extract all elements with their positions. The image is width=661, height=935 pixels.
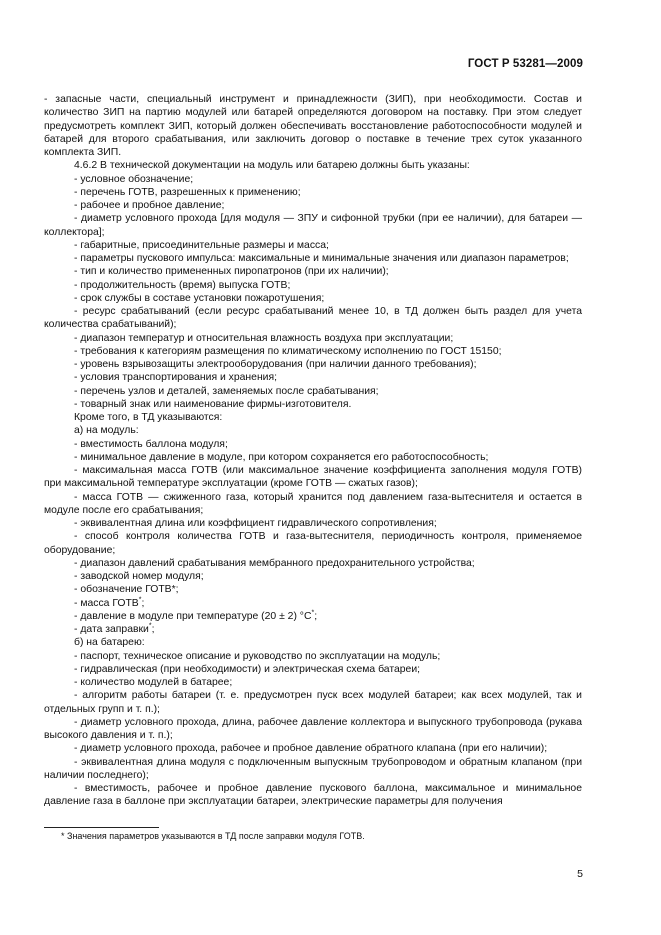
paragraph <box>44 689 582 716</box>
paragraph <box>44 464 582 491</box>
punctuation: ; <box>314 610 318 622</box>
footnote: * Значения параметров указываются в ТД после заправки модуля ГОТВ. <box>61 831 365 841</box>
paragraph-text: - вместимость, рабочее и пробное давление пускового баллона, максимальное и минимальное давление газа в баллоне при эксплуатации батареи, электрические параметры для получения <box>44 783 582 808</box>
paragraph-text: - параметры пускового импульса: максимальные и минимальные значения или диапазон параметров; <box>74 253 569 264</box>
document-code-header: ГОСТ Р 53281—2009 <box>467 58 583 70</box>
footnote-mark: * <box>138 596 142 604</box>
paragraph <box>44 424 582 437</box>
paragraph-text: - ресурс срабатываний (если ресурс срабатываний менее 10, в ТД должен быть раздел для учета количества срабатываний); <box>44 306 582 331</box>
paragraph <box>44 252 582 265</box>
paragraph <box>44 756 582 783</box>
paragraph <box>44 610 582 623</box>
paragraph <box>44 491 582 518</box>
paragraph <box>44 530 582 557</box>
paragraph-text: - диаметр условного прохода, рабочее и пробное давление обратного клапана (при его наличии); <box>74 743 548 755</box>
paragraph <box>44 173 582 186</box>
paragraph <box>44 305 582 332</box>
paragraph <box>44 570 582 583</box>
paragraph-text: - уровень взрывозащиты электрооборудования (при наличии данного требования); <box>74 359 477 370</box>
paragraph-text: - гидравлическая (при необходимости) и электрическая схема батареи; <box>74 663 421 675</box>
paragraph-text: - эквивалентная длина или коэффициент гидравлического сопротивления; <box>74 518 437 529</box>
paragraph <box>44 279 582 292</box>
paragraph-text: - заводской номер модуля; <box>74 571 204 582</box>
paragraph-text: - минимальное давление в модуле, при котором сохраняется его работоспособность; <box>74 451 489 463</box>
paragraph <box>44 663 582 676</box>
paragraph-text: - диаметр условного прохода [для модуля — ЗПУ и сифонной трубки (при ее наличии), для батареи — коллектора]; <box>44 213 582 238</box>
punctuation: ; <box>141 597 145 609</box>
paragraph-text: - диапазон температур и относительная влажность воздуха при эксплуатации; <box>74 332 454 344</box>
paragraph-text: - запасные части, специальный инструмент и принадлежности (ЗИП), при необходимости. Состав и количество ЗИП на партию модулей или батарей определяются договором на поставку. При этом следует предусмотреть комплект ЗИП, который должен обеспечивать восстановление работоспособности модулей и батарей для второго срабатывания, или заключить договор о поставке в течение трех суток указанного комплекта ЗИП. <box>44 94 582 158</box>
paragraph-text: - габаритные, присоединительные размеры и масса; <box>74 239 329 251</box>
paragraph <box>44 583 582 596</box>
punctuation: ; <box>151 624 155 635</box>
paragraph <box>44 199 582 212</box>
paragraph-text: - перечень узлов и деталей, заменяемых после срабатывания; <box>74 385 379 397</box>
paragraph-text: Кроме того, в ТД указываются: <box>74 412 223 423</box>
paragraph <box>44 212 582 239</box>
paragraph <box>44 782 582 809</box>
paragraph <box>44 517 582 530</box>
paragraph <box>44 742 582 755</box>
paragraph-text: - рабочее и пробное давление; <box>74 200 225 211</box>
paragraph <box>44 398 582 411</box>
page-number: 5 <box>577 868 583 880</box>
paragraph-text: - алгоритм работы батареи (т. е. предусмотрен пуск всех модулей батареи; как всех модулей, так и отдельных групп и т. п.); <box>44 690 582 715</box>
paragraph-text: - условия транспортирования и хранения; <box>74 372 277 384</box>
paragraph-text: - количество модулей в батарее; <box>74 677 233 688</box>
paragraph-text: - максимальная масса ГОТВ (или максимальное значение коэффициента заполнения модуля ГОТВ) при максимальной температуре эксплуатации (кроме ГОТВ — сжатых газов); <box>44 465 582 490</box>
footnote-mark: * <box>311 609 315 617</box>
paragraph <box>44 358 582 371</box>
paragraph <box>44 186 582 199</box>
paragraph-text: 4.6.2 В технической документации на модуль или батарею должны быть указаны: <box>74 160 470 172</box>
paragraph <box>44 345 582 358</box>
paragraph-text: - тип и количество примененных пиропатронов (при их наличии); <box>74 266 389 278</box>
paragraph-text: - давление в модуле при температуре (20 ± 2) °С <box>74 610 312 622</box>
paragraph-text: - паспорт, техническое описание и руководство по эксплуатации на модуль; <box>74 650 441 662</box>
paragraph <box>44 93 582 159</box>
paragraph-text: - способ контроля количества ГОТВ и газа-вытеснителя, периодичность контроля, применяемое оборудование; <box>44 531 582 556</box>
paragraph-text: - дата заправки <box>74 624 149 635</box>
paragraph-text: а) на модуль: <box>74 425 139 437</box>
paragraph <box>44 159 582 172</box>
paragraph-text: - диапазон давлений срабатывания мембранного предохранительного устройства; <box>74 557 475 569</box>
paragraph-text: б) на батарею: <box>74 637 145 649</box>
paragraph <box>44 385 582 398</box>
footnote-divider <box>44 827 159 828</box>
paragraph-text: - требования к категориям размещения по климатическому исполнению по ГОСТ 15150; <box>74 345 502 357</box>
paragraph <box>44 292 582 305</box>
paragraph-text: - продолжительность (время) выпуска ГОТВ; <box>74 279 291 291</box>
body-text <box>44 93 582 809</box>
paragraph-text: - товарный знак или наименование фирмы-изготовителя. <box>74 398 352 410</box>
paragraph <box>44 557 582 570</box>
paragraph <box>44 597 582 610</box>
footnote-mark: * <box>148 622 152 630</box>
paragraph-text: - срок службы в составе установки пожаротушения; <box>74 292 325 304</box>
paragraph-text: - вместимость баллона модуля; <box>74 438 228 450</box>
paragraph <box>44 332 582 345</box>
paragraph <box>44 636 582 649</box>
paragraph-text: - перечень ГОТВ, разрешенных к применению; <box>74 186 301 198</box>
paragraph <box>44 265 582 278</box>
paragraph-text: - диаметр условного прохода, длина, рабочее давление коллектора и выпускного трубопровода (рукава высокого давления и т. п.); <box>44 716 582 741</box>
paragraph <box>44 411 582 424</box>
paragraph <box>44 716 582 743</box>
paragraph <box>44 676 582 689</box>
paragraph-text: - эквивалентная длина модуля с подключенным выпускным трубопроводом и обратным клапаном (при наличии последнего); <box>44 756 582 781</box>
paragraph-text: - обозначение ГОТВ*; <box>74 584 179 596</box>
paragraph <box>44 623 582 636</box>
paragraph-text: - условное обозначение; <box>74 173 194 185</box>
paragraph-text: - масса ГОТВ <box>74 597 139 609</box>
paragraph <box>44 239 582 252</box>
paragraph <box>44 650 582 663</box>
paragraph-text: - масса ГОТВ — сжиженного газа, который хранится под давлением газа-вытеснителя и остается в модуле после его срабатывания; <box>44 491 582 516</box>
paragraph <box>44 451 582 464</box>
paragraph <box>44 438 582 451</box>
paragraph <box>44 371 582 384</box>
